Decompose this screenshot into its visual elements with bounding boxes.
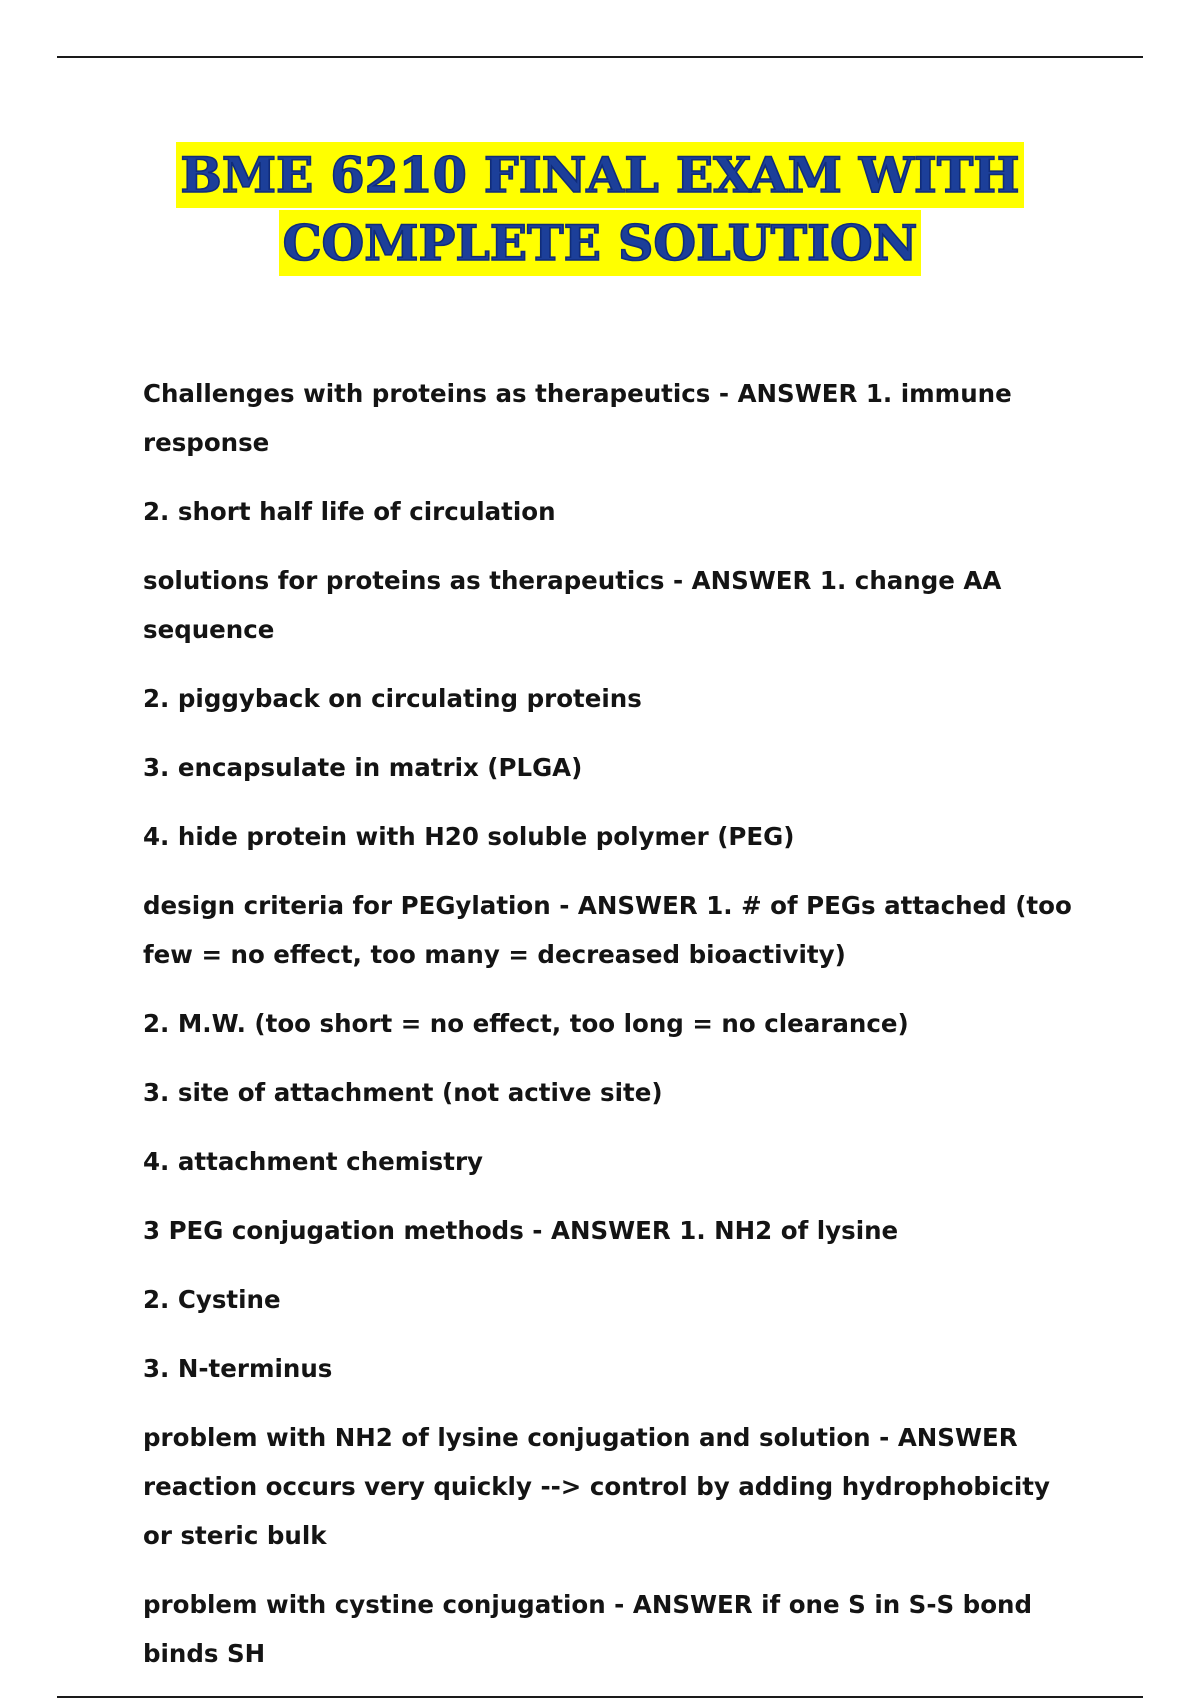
qa-paragraph: problem with NH2 of lysine conjugation and solution - ANSWER reaction occurs very quickly --> control by adding hydrophobicity or steric bulk (143, 1423, 1050, 1550)
qa-paragraph: 4. attachment chemistry (143, 1147, 484, 1176)
qa-paragraph: 2. short half life of circulation (143, 497, 556, 526)
document-title (0, 142, 1200, 276)
title-line-2: COMPLETE SOLUTION (279, 210, 922, 276)
qa-paragraph: 4. hide protein with H20 soluble polymer (PEG) (143, 822, 795, 851)
qa-paragraph: 3 PEG conjugation methods - ANSWER 1. NH2 of lysine (143, 1216, 899, 1245)
qa-paragraph: Challenges with proteins as therapeutics - ANSWER 1. immune response (143, 379, 1012, 457)
qa-paragraph: 3. encapsulate in matrix (PLGA) (143, 753, 583, 782)
top-divider (57, 56, 1143, 58)
qa-paragraph: 3. site of attachment (not active site) (143, 1078, 663, 1107)
qa-content (143, 369, 1083, 1698)
qa-paragraph: solutions for proteins as therapeutics - ANSWER 1. change AA sequence (143, 566, 1002, 644)
qa-paragraph: problem with cystine conjugation - ANSWER if one S in S-S bond binds SH (143, 1590, 1033, 1668)
qa-paragraph: design criteria for PEGylation - ANSWER 1. # of PEGs attached (too few = no effect, too many = decreased bioactivity) (143, 891, 1072, 969)
qa-paragraph: 2. piggyback on circulating proteins (143, 684, 642, 713)
qa-paragraph: 3. N-terminus (143, 1354, 333, 1383)
qa-paragraph: 2. Cystine (143, 1285, 281, 1314)
qa-paragraph: 2. M.W. (too short = no effect, too long = no clearance) (143, 1009, 909, 1038)
bottom-divider (57, 1696, 1143, 1698)
title-line-1: BME 6210 FINAL EXAM WITH (176, 142, 1023, 208)
